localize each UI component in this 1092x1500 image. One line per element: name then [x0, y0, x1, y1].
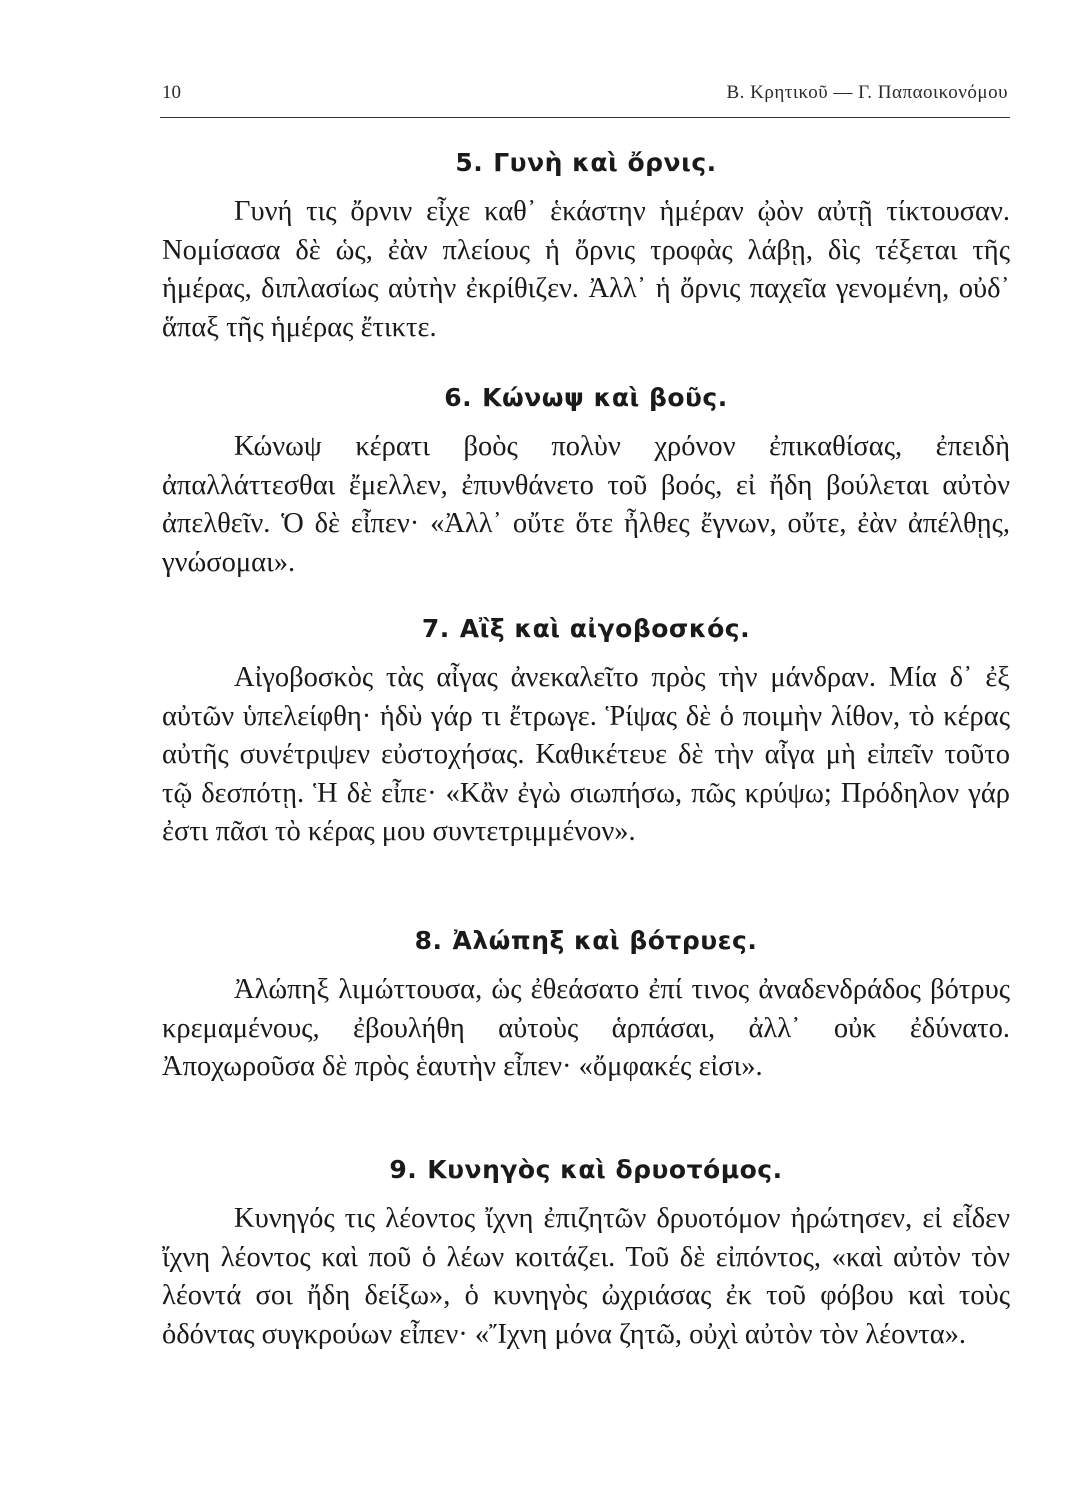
- running-head: [162, 82, 1008, 108]
- fable-text: Κώνωψ κέρατι βοὸς πολὺν χρόνον ἐπικαθίσας, ἐπειδὴ ἀπαλλάττεσθαι ἔμελλεν, ἐπυνθάνετο τοῦ βοός, εἰ ἤδη βούλεται αὐτὸν ἀπελθεῖν. Ὁ δὲ εἶπεν· «Ἀλλ᾽ οὔτε ὅτε ἦλθες ἔγνων, οὔτε, ἐὰν ἀπέλθῃς, γνώσομαι».: [162, 431, 1010, 578]
- fable-number: 5.: [455, 148, 484, 177]
- fable-title: [162, 378, 1010, 418]
- fable-number: 7.: [421, 614, 450, 643]
- fable-text: Κυνηγός τις λέοντος ἴχνη ἐπιζητῶν δρυοτόμον ἠρώτησεν, εἰ εἶδεν ἴχνη λέοντος καὶ ποῦ ὁ λέων κοιτάζει. Τοῦ δὲ εἰπόντος, «καὶ αὐτὸν τὸν λέοντά σοι ἤδη δείξω», ὁ κυνηγὸς ὠχριάσας ἐκ τοῦ φόβου καὶ τοὺς ὀδόντας συγκρούων εἶπεν· «Ἴχνη μόνα ζητῶ, οὐχὶ αὐτὸν τὸν λέοντα».: [162, 1203, 1010, 1350]
- fable-heading: Κώνωψ καὶ βοῦς.: [482, 383, 728, 412]
- fable-heading: Αἲξ καὶ αἰγοβοσκός.: [459, 614, 751, 643]
- fable-number: 8.: [414, 926, 443, 955]
- fable-heading: Ἀλώπηξ καὶ βότρυες.: [452, 926, 758, 955]
- fable-heading: Γυνὴ καὶ ὄρνις.: [493, 148, 717, 177]
- fable-heading: Κυνηγὸς καὶ δρυοτόμος.: [427, 1155, 783, 1184]
- fable-title: [162, 1150, 1010, 1190]
- header-rule: [160, 117, 1010, 118]
- running-head-authors: Β. Κρητικοῦ — Γ. Παπαοικονόμου: [726, 82, 1008, 103]
- fable-6: [162, 378, 1010, 582]
- fable-text: Γυνή τις ὄρνιν εἶχε καθ᾽ ἑκάστην ἡμέραν ᾠὸν αὐτῇ τίκτουσαν. Νομίσασα δὲ ὡς, ἐὰν πλείους ἡ ὄρνις τροφὰς λάβῃ, δὶς τέξεται τῆς ἡμέρας, διπλασίως αὐτὴν ἐκρίθιζεν. Ἀλλ᾽ ἡ ὄρνις παχεῖα γενομένη, οὐδ᾽ ἅπαξ τῆς ἡμέρας ἔτικτε.: [162, 196, 1010, 343]
- fable-7: [162, 609, 1010, 852]
- page-number: 10: [162, 82, 181, 103]
- fable-9: [162, 1150, 1010, 1354]
- fable-text: Αἰγοβοσκὸς τὰς αἶγας ἀνεκαλεῖτο πρὸς τὴν μάνδραν. Μία δ᾽ ἐξ αὐτῶν ὑπελείφθη· ἡδὺ γάρ τι ἔτρωγε. Ῥίψας δὲ ὁ ποιμὴν λίθον, τὸ κέρας αὐτῆς συνέτριψεν εὐστοχήσας. Καθικέτευε δὲ τὴν αἶγα μὴ εἰπεῖν τοῦτο τῷ δεσπότῃ. Ἡ δὲ εἶπε· «Κἂν ἐγὼ σιωπήσω, πῶς κρύψω; Πρόδηλον γάρ ἐστι πᾶσι τὸ κέρας μου συντετριμμένον».: [162, 662, 1010, 847]
- fable-title: [162, 609, 1010, 649]
- fable-number: 9.: [389, 1155, 418, 1184]
- fable-title: [162, 921, 1010, 961]
- fable-text: Ἀλώπηξ λιμώττουσα, ὡς ἐθεάσατο ἐπί τινος ἀναδενδράδος βότρυς κρεμαμένους, ἐβουλήθη αὐτοὺς ἁρπάσαι, ἀλλ᾽ οὐκ ἐδύνατο. Ἀποχωροῦσα δὲ πρὸς ἑαυτὴν εἶπεν· «ὄμφακές εἰσι».: [162, 974, 1010, 1082]
- fable-8: [162, 921, 1010, 1087]
- fable-5: [162, 143, 1010, 347]
- fable-number: 6.: [444, 383, 473, 412]
- fable-title: [162, 143, 1010, 183]
